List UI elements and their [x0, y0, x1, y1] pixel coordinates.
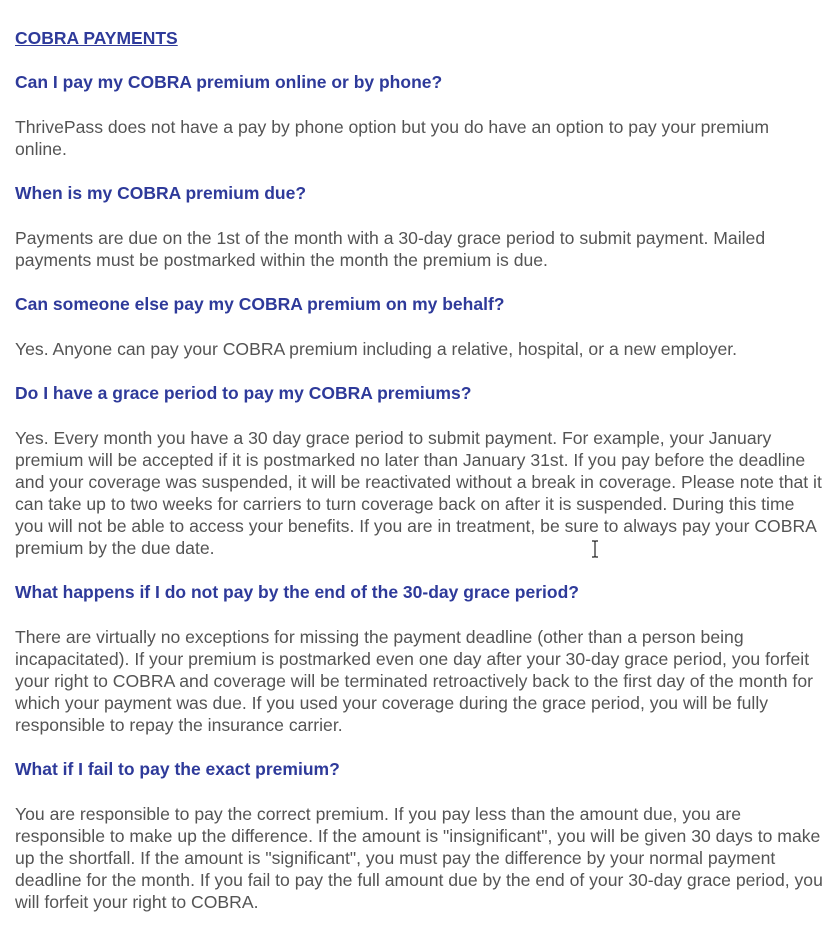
- section-title-link[interactable]: COBRA PAYMENTS: [15, 28, 178, 48]
- faq-item: [15, 72, 823, 160]
- faq-answer: You are responsible to pay the correct premium. If you pay less than the amount due, you are responsible to make up the difference. If the amount is "insignificant", you will be given 30 days to make up the shortfall. If the amount is "significant", you must pay the difference by your normal payment deadline for the month. If you fail to pay the full amount due by the end of your 30-day grace period, you will forfeit your right to COBRA.: [15, 804, 823, 912]
- faq-item: [15, 183, 823, 271]
- faq-answer: ThrivePass does not have a pay by phone option but you do have an option to pay your premium online.: [15, 117, 770, 159]
- faq-question: What if I fail to pay the exact premium?: [15, 759, 340, 779]
- faq-page: [15, 28, 823, 913]
- faq-item: [15, 294, 823, 360]
- faq-answer: Payments are due on the 1st of the month with a 30-day grace period to submit payment. Mailed payments must be postmarked within the month the premium is due.: [15, 228, 766, 270]
- faq-item: [15, 582, 823, 736]
- faq-question: Can I pay my COBRA premium online or by phone?: [15, 72, 443, 92]
- faq-answer: There are virtually no exceptions for missing the payment deadline (other than a person being incapacitated). If your premium is postmarked even one day after your 30-day grace period, you forfeit your right to COBRA and coverage will be terminated retroactively back to the first day of the month for which your payment was due. If you used your coverage during the grace period, you will be fully responsible to repay the insurance carrier.: [15, 627, 813, 735]
- text-cursor-icon: [590, 540, 600, 558]
- faq-question: When is my COBRA premium due?: [15, 183, 307, 203]
- faq-question: Do I have a grace period to pay my COBRA premiums?: [15, 383, 472, 403]
- faq-question: What happens if I do not pay by the end of the 30-day grace period?: [15, 582, 579, 602]
- faq-item: [15, 759, 823, 913]
- faq-question: Can someone else pay my COBRA premium on my behalf?: [15, 294, 505, 314]
- faq-answer: Yes. Anyone can pay your COBRA premium including a relative, hospital, or a new employer.: [15, 339, 738, 359]
- faq-answer: Yes. Every month you have a 30 day grace period to submit payment. For example, your January premium will be accepted if it is postmarked no later than January 31st. If you pay before the deadline and your coverage was suspended, it will be reactivated without a break in coverage. Please note that it can take up to two weeks for carriers to turn coverage back on after it is suspended. During this time you will not be able to access your benefits. If you are in treatment, be sure to always pay your COBRA premium by the due date.: [15, 428, 822, 558]
- faq-item: [15, 383, 823, 559]
